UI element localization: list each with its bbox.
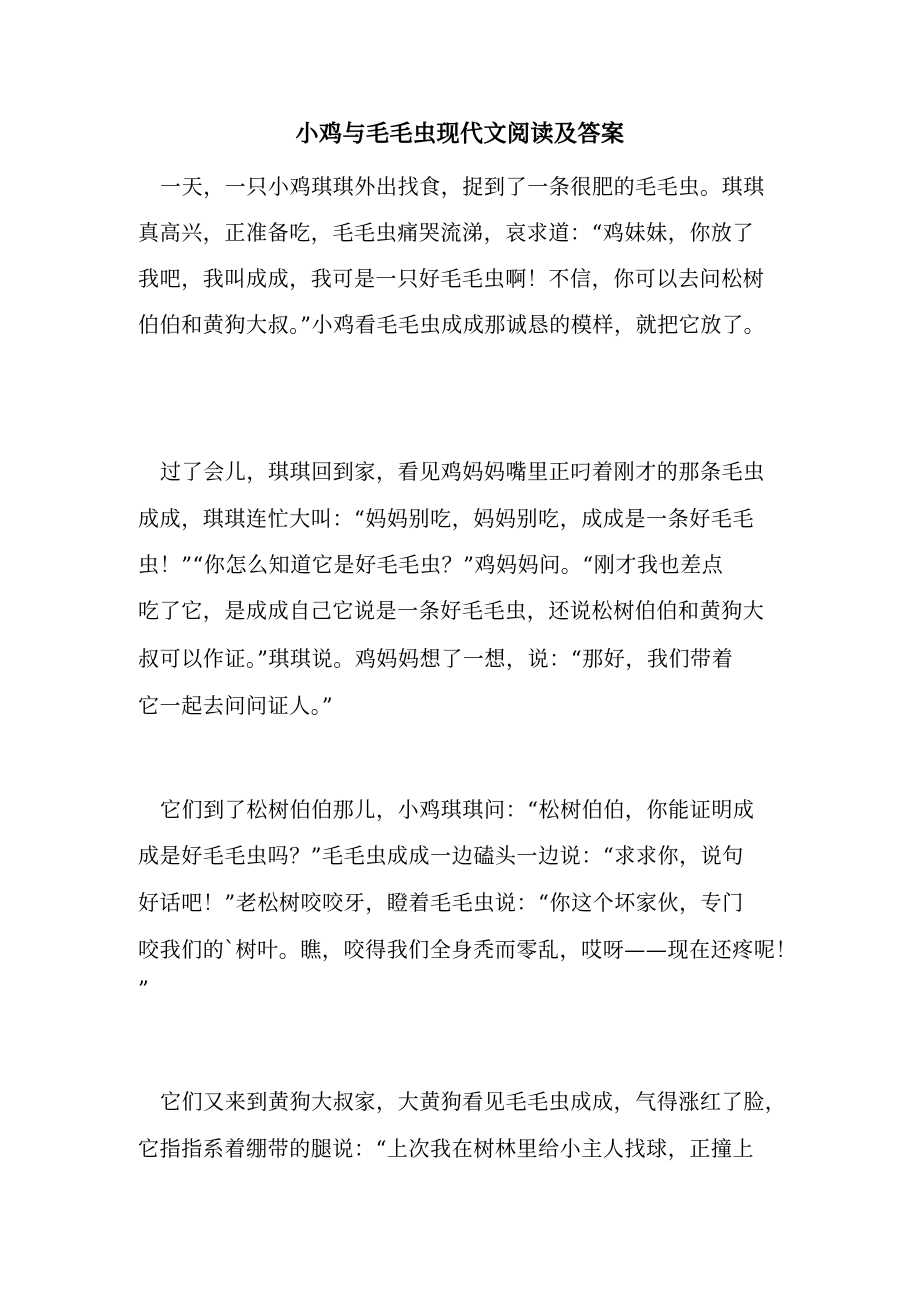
paragraph-line: 真高兴，正准备吃，毛毛虫痛哭流涕，哀求道：“鸡妹妹，你放了 (138, 221, 755, 245)
paragraph-line: 成是好毛毛虫吗？”毛毛虫成成一边磕头一边说：“求求你，说句 (138, 844, 744, 868)
paragraph-line: 伯伯和黄狗大叔。”小鸡看毛毛虫成成那诚恳的模样，就把它放了。 (138, 313, 766, 337)
document-title: 小鸡与毛毛虫现代文阅读及答案 (295, 120, 625, 147)
paragraph-line: 成成，琪琪连忙大叫：“妈妈别吃，妈妈别吃，成成是一条好毛毛 (138, 507, 755, 531)
paragraph-line: 一天，一只小鸡琪琪外出找食，捉到了一条很肥的毛毛虫。琪琪 (160, 175, 765, 199)
paragraph-line: 好话吧！”老松树咬咬牙，瞪着毛毛虫说：“你这个坏家伙，专门 (138, 891, 744, 915)
paragraph-line: 它们到了松树伯伯那儿，小鸡琪琪问：“松树伯伯，你能证明成 (160, 798, 755, 822)
paragraph-line: 我吧，我叫成成，我可是一只好毛毛虫啊！不信，你可以去问松树 (138, 267, 765, 291)
paragraph-line: 吃了它，是成成自己它说是一条好毛毛虫，还说松树伯伯和黄狗大 (138, 599, 765, 623)
paragraph-line: 它一起去问问证人。” (138, 694, 334, 718)
paragraph-line: 咬我们的`树叶。瞧，咬得我们全身秃而零乱，哎呀——现在还疼呢！ (138, 938, 798, 962)
paragraph-line: 虫！”“你怎么知道它是好毛毛虫？”鸡妈妈问。“刚才我也差点 (138, 553, 724, 577)
paragraph-line: ” (138, 977, 150, 1001)
paragraph-line: 叔可以作证。”琪琪说。鸡妈妈想了一想，说：“那好，我们带着 (138, 647, 734, 671)
paragraph-line: 它指指系着绷带的腿说：“上次我在树林里给小主人找球，正撞上 (138, 1137, 755, 1161)
paragraph-line: 它们又来到黄狗大叔家，大黄狗看见毛毛虫成成，气得涨红了脸， (160, 1090, 787, 1114)
paragraph-line: 过了会儿，琪琪回到家，看见鸡妈妈嘴里正叼着刚才的那条毛虫 (160, 460, 765, 484)
